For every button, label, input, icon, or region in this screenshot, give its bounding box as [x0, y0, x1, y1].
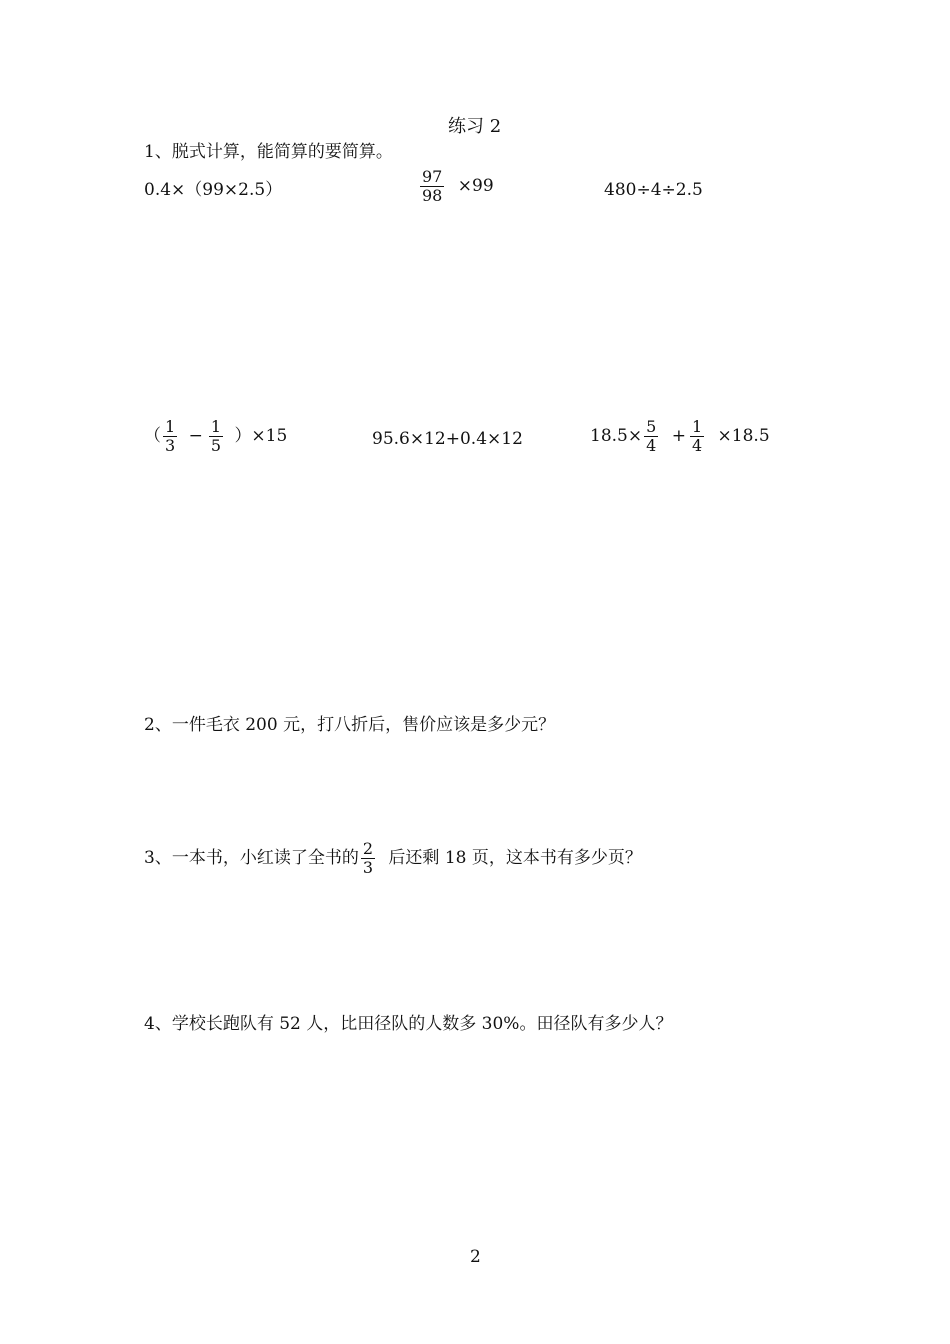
fraction-numerator: 1 — [691, 417, 703, 436]
fraction-numerator: 97 — [422, 167, 443, 186]
minus-sign: − — [188, 426, 203, 446]
expr-2a-tail: ）×15 — [234, 426, 288, 446]
fraction-denominator: 3 — [362, 858, 374, 877]
expr-2a — [144, 418, 287, 455]
fraction-denominator: 5 — [210, 436, 222, 455]
fraction-2-3 — [361, 840, 375, 877]
fraction-numerator: 2 — [362, 839, 374, 858]
fraction-5-4 — [644, 418, 658, 455]
fraction-1-5 — [209, 418, 223, 455]
fraction-numerator: 1 — [165, 417, 176, 436]
expr-1b-tail: ×99 — [457, 176, 494, 196]
fraction-denominator: 3 — [165, 436, 176, 455]
expr-1b — [418, 168, 494, 205]
page-number: 2 — [470, 1247, 481, 1267]
fraction-numerator: 5 — [646, 417, 657, 436]
fraction-1-3 — [163, 418, 177, 455]
fraction-denominator: 4 — [646, 436, 657, 455]
question-3-tail: 后还剩 18 页，这本书有多少页？ — [388, 848, 642, 868]
open-paren: （ — [144, 426, 161, 446]
fraction-denominator: 98 — [422, 186, 443, 205]
question-4: 4、学校长跑队有 52 人，比田径队的人数多 30%。田径队有多少人？ — [144, 1014, 673, 1034]
fraction-numerator: 1 — [210, 417, 222, 436]
fraction-denominator: 4 — [691, 436, 703, 455]
page-title: 练习 2 — [448, 116, 502, 137]
expr-2c-tail: ×18.5 — [717, 426, 770, 446]
expr-2c — [590, 418, 770, 455]
question-3 — [144, 840, 642, 877]
section1-heading: 1、脱式计算，能简算的要简算。 — [144, 142, 393, 162]
fraction-97-98 — [420, 168, 444, 205]
expr-2c-head: 18.5× — [590, 426, 643, 446]
expr-1c: 480÷4÷2.5 — [604, 180, 703, 200]
expr-1a: 0.4×（99×2.5） — [144, 180, 283, 200]
question-2: 2、一件毛衣 200 元，打八折后，售价应该是多少元？ — [144, 715, 556, 735]
expr-2b: 95.6×12+0.4×12 — [372, 429, 523, 449]
question-3-head: 3、一本书，小红读了全书的 — [144, 848, 359, 868]
fraction-1-4 — [690, 418, 704, 455]
plus-sign: + — [671, 426, 686, 446]
